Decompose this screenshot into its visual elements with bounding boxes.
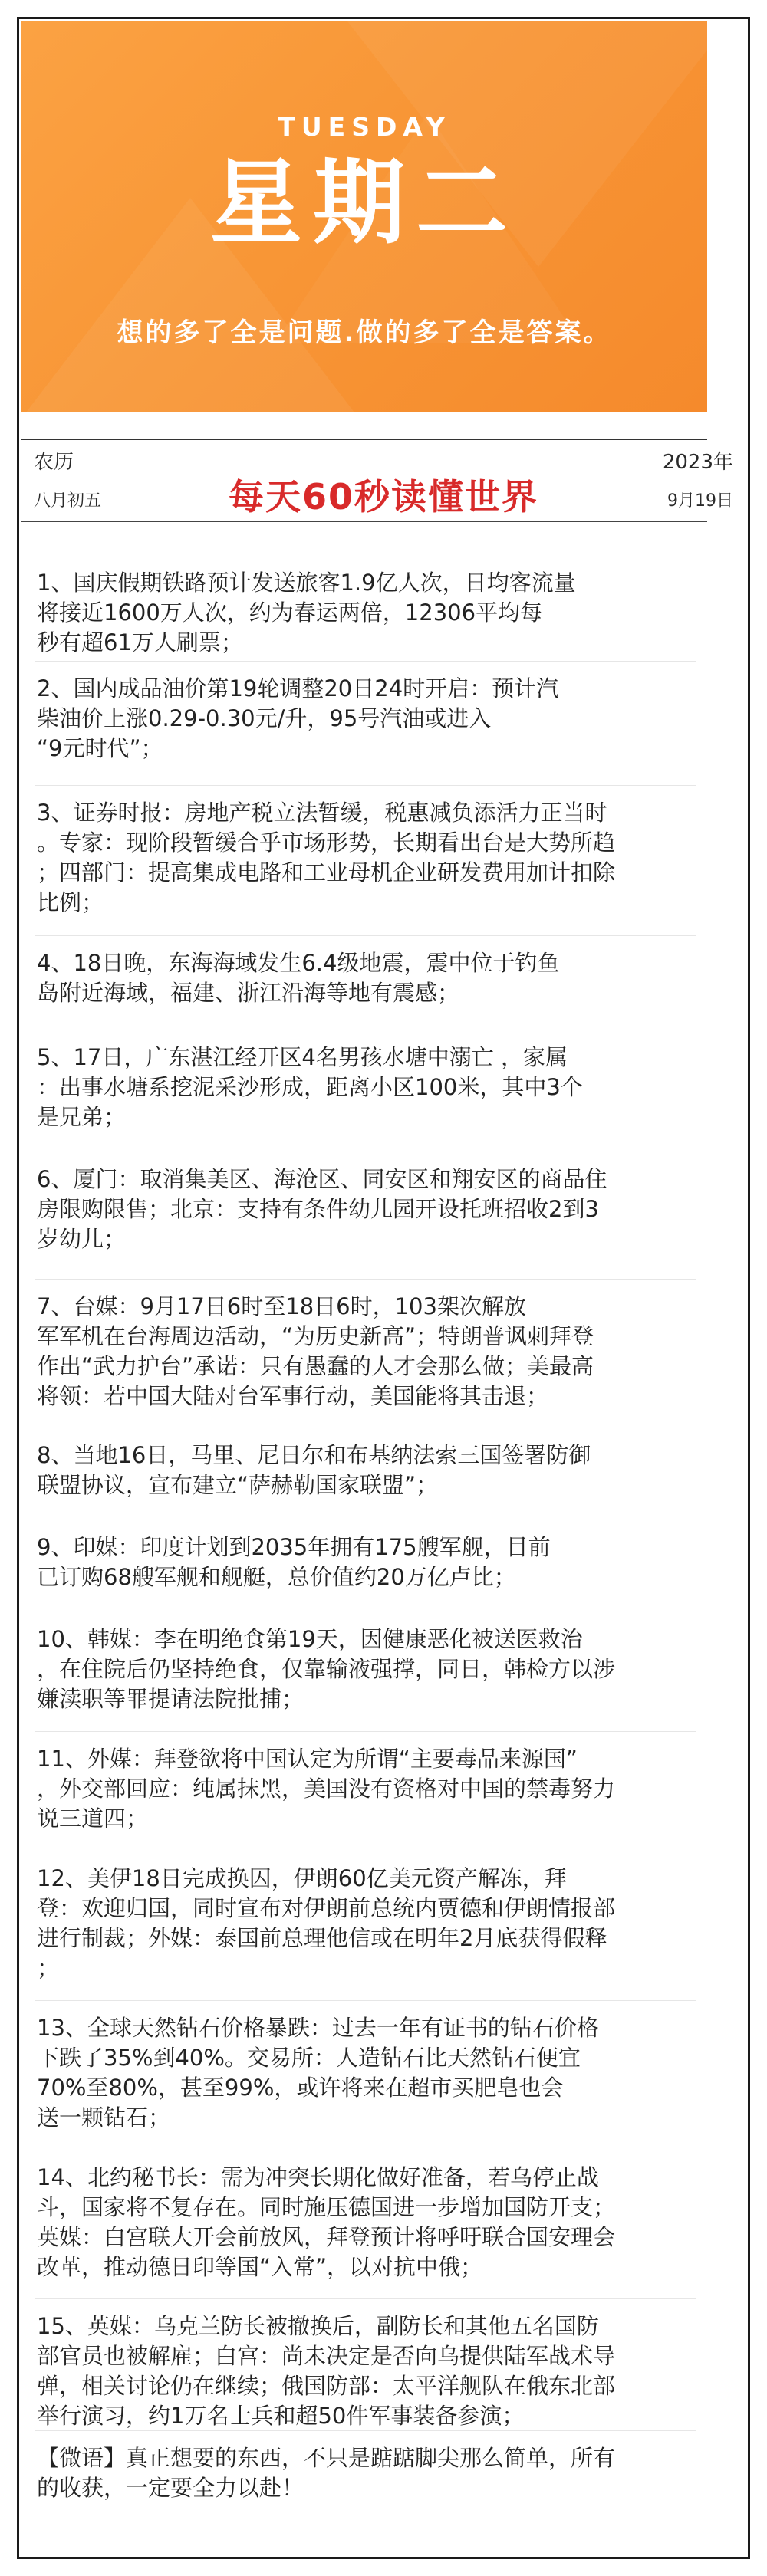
news-line: 改革，推动德日印等国“入常”，以对抗中俄； xyxy=(37,2254,483,2280)
news-line: 岁幼儿； xyxy=(37,1226,127,1252)
news-line: 70%至80%，甚至99%，或许将来在超市买肥皂也会 xyxy=(37,2075,564,2101)
item-divider xyxy=(35,1851,696,1852)
item-divider xyxy=(35,935,696,936)
news-line: 斗，国家将不复存在。同时施压德国进一步增加国防开支； xyxy=(37,2194,616,2220)
header-banner xyxy=(21,21,707,412)
news-line: 10、韩媒：李在明绝食第19天，因健康恶化被送医救治 xyxy=(37,1626,583,1652)
news-line: 作出“武力护台”承诺：只有愚蠢的人才会那么做；美最高 xyxy=(37,1353,594,1379)
banner-motto: 想的多了全是问题.做的多了全是答案。 xyxy=(117,317,612,348)
news-line: 8、当地16日，马里、尼日尔和布基纳法索三国签署防御 xyxy=(37,1442,591,1468)
news-line: 进行制裁；外媒：泰国前总理他信或在明年2月底获得假释 xyxy=(37,1925,607,1951)
news-line: 军军机在台海周边活动，“为历史新高”；特朗普讽刺拜登 xyxy=(37,1323,594,1349)
news-line: ：出事水塘系挖泥采沙形成，距离小区100米，其中3个 xyxy=(37,1074,583,1100)
news-line: ，外交部回应：纯属抹黑，美国没有资格对中国的禁毒努力 xyxy=(37,1776,616,1802)
news-line: 柴油价上涨0.29-0.30元/升，95号汽油或进入 xyxy=(37,705,492,731)
news-line: 15、英媒：乌克兰防长被撤换后，副防长和其他五名国防 xyxy=(37,2313,599,2339)
news-line: 7、台媒：9月17日6时至18日6时，103架次解放 xyxy=(37,1293,526,1319)
news-line: 比例； xyxy=(37,889,104,915)
news-line: 弹，相关讨论仍在继续；俄国防部：太平洋舰队在俄东北部 xyxy=(37,2373,616,2399)
headline-title: 每天60秒读懂世界 xyxy=(228,476,538,518)
news-line: 联盟协议，宣布建立“萨赫勒国家联盟”； xyxy=(37,1472,439,1498)
news-line: 1、国庆假期铁路预计发送旅客1.9亿人次，日均客流量 xyxy=(37,570,576,596)
news-line: 12、美伊18日完成换囚，伊朗60亿美元资产解冻，拜 xyxy=(37,1865,567,1891)
news-line: 秒有超61万人刷票； xyxy=(37,629,243,656)
item-divider xyxy=(35,2000,696,2001)
news-line: 将领：若中国大陆对台军事行动，美国能将其击退； xyxy=(37,1383,549,1409)
item-divider xyxy=(35,1731,696,1732)
item-divider xyxy=(35,785,696,786)
lunar-label: 农历 xyxy=(34,451,74,474)
news-line: 岛附近海域，福建、浙江沿海等地有震感； xyxy=(37,980,460,1006)
news-line: ； xyxy=(37,1955,60,1981)
weekday-chinese: 星期二 xyxy=(210,150,518,257)
news-line: 4、18日晚，东海海域发生6.4级地震，震中位于钓鱼 xyxy=(37,950,560,976)
year: 2023年 xyxy=(662,451,733,474)
news-line: 【微语】真正想要的东西，不只是踮踮脚尖那么简单，所有 xyxy=(37,2445,616,2471)
item-divider xyxy=(35,2298,696,2299)
news-line: 14、北约秘书长：需为冲突长期化做好准备，若乌停止战 xyxy=(37,2164,599,2190)
item-divider xyxy=(35,661,696,662)
news-line: 将接近1600万人次，约为春运两倍，12306平均每 xyxy=(37,600,543,626)
weekday-english: TUESDAY xyxy=(278,112,451,142)
news-line: 英媒：白宫联大开会前放风，拜登预计将呼吁联合国安理会 xyxy=(37,2224,616,2250)
news-line: 2、国内成品油价第19轮调整20日24时开启：预计汽 xyxy=(37,675,559,702)
news-line: “9元时代”； xyxy=(37,735,163,761)
news-line: 是兄弟； xyxy=(37,1104,127,1130)
news-line: 嫌渎职等罪提请法院批捕； xyxy=(37,1686,304,1712)
news-line: 6、厦门：取消集美区、海沧区、同安区和翔安区的商品住 xyxy=(37,1166,607,1192)
news-line: 送一颗钻石； xyxy=(37,2104,171,2131)
news-line: 3、证券时报：房地产税立法暂缓，税惠减负添活力正当时 xyxy=(37,800,607,826)
news-line: 房限购限售；北京：支持有条件幼儿园开设托班招收2到3 xyxy=(37,1196,599,1222)
news-line: 说三道四； xyxy=(37,1806,149,1832)
news-line: 的收获，一定要全力以赴！ xyxy=(37,2475,304,2501)
news-line: 11、外媒：拜登欲将中国认定为所谓“主要毒品来源国” xyxy=(37,1746,578,1772)
news-line: 5、17日，广东湛江经开区4名男孩水塘中溺亡 ，家属 xyxy=(37,1044,568,1070)
news-line: 。专家：现阶段暂缓合乎市场形势，长期看出台是大势所趋 xyxy=(37,830,616,856)
news-line: 9、印媒：印度计划到2035年拥有175艘军舰，目前 xyxy=(37,1534,551,1560)
news-line: ，在住院后仍坚持绝食，仅靠输液强撑，同日，韩检方以涉 xyxy=(37,1656,616,1682)
news-line: 13、全球天然钻石价格暴跌：过去一年有证书的钻石价格 xyxy=(37,2015,599,2041)
divider xyxy=(21,439,707,440)
news-line: 下跌了35%到40%。交易所：人造钻石比天然钻石便宜 xyxy=(37,2045,581,2071)
news-line: ；四部门：提高集成电路和工业母机企业研发费用加计扣除 xyxy=(37,859,616,886)
item-divider xyxy=(35,1279,696,1280)
lunar-date: 八月初五 xyxy=(34,491,102,511)
divider xyxy=(21,521,707,522)
news-line: 登：欢迎归国，同时宣布对伊朗前总统内贾德和伊朗情报部 xyxy=(37,1895,616,1921)
news-line: 部官员也被解雇；白宫：尚未决定是否向乌提供陆军战术导 xyxy=(37,2343,616,2369)
date: 9月19日 xyxy=(667,491,733,511)
item-divider xyxy=(35,2430,696,2431)
news-line: 已订购68艘军舰和舰艇，总价值约20万亿卢比； xyxy=(37,1564,516,1590)
news-line: 举行演习，约1万名士兵和超50件军事装备参演； xyxy=(37,2403,525,2429)
